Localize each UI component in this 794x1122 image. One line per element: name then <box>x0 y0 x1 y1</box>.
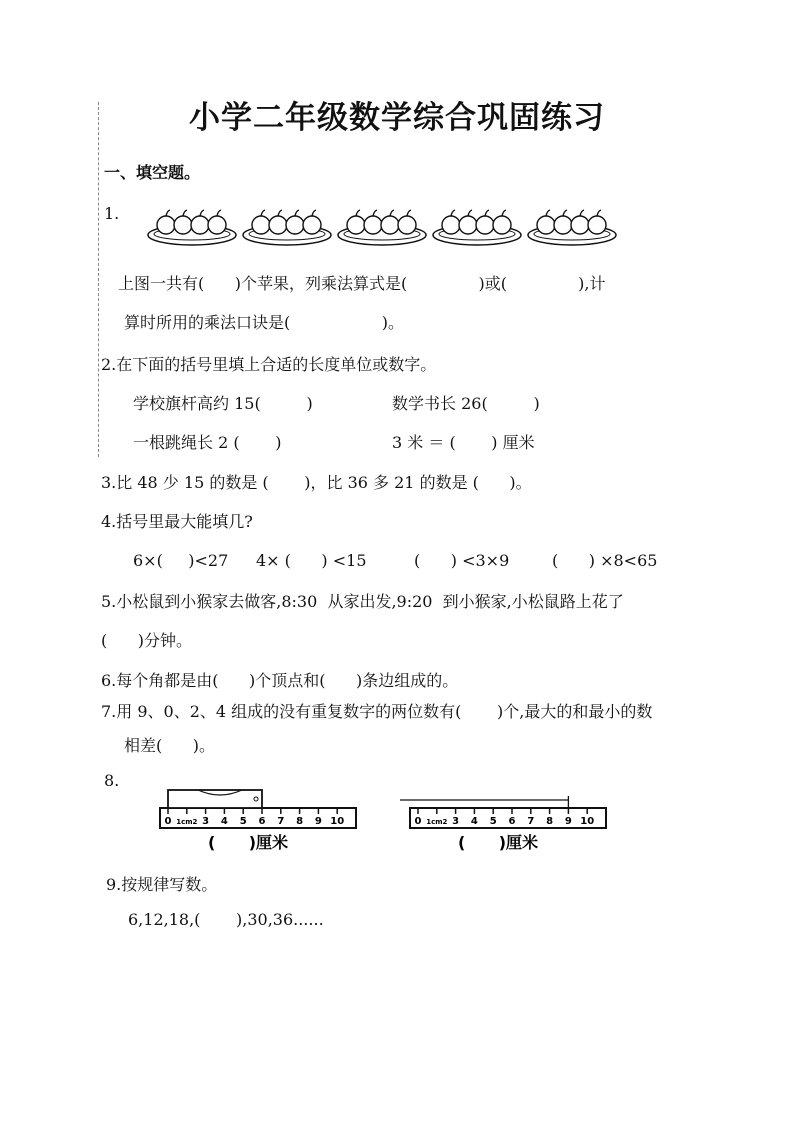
q7-line1: 7.用 9、0、2、4 组成的没有重复数字的两位数有( )个,最大的和最小的数 <box>101 702 653 721</box>
apple-icon <box>364 216 382 234</box>
ruler-tick-label: 10 <box>330 816 345 827</box>
ruler-tick-label: 6 <box>508 816 516 827</box>
measured-line <box>400 782 568 808</box>
binding-margin-line <box>98 102 99 457</box>
q2-item-b: 数学书长 26( ) <box>392 394 540 413</box>
apple-icon <box>588 216 606 234</box>
apple-icon <box>476 216 494 234</box>
ruler-tick-label: 4 <box>220 816 228 827</box>
ruler-tick-label: 0 <box>164 816 172 827</box>
q1-number: 1. <box>104 204 120 223</box>
measured-object <box>168 790 262 808</box>
apple-icon <box>286 216 304 234</box>
ruler-tick-label: 8 <box>296 816 304 827</box>
apple-icon <box>208 216 226 234</box>
q3-text: 3.比 48 少 15 的数是 ( )，比 36 多 21 的数是 ( )。 <box>101 473 532 492</box>
apple-icon <box>157 216 175 234</box>
q9-sequence: 6,12,18,( ),30,36...... <box>128 910 324 929</box>
ruler-figure-2 <box>400 778 620 858</box>
q9-stem: 9.按规律写数。 <box>106 875 218 894</box>
page-title: 小学二年级数学综合巩固练习 <box>189 100 605 136</box>
q4-stem: 4.括号里最大能填几? <box>101 512 253 531</box>
ruler-tick-label: 3 <box>202 816 210 827</box>
q7-line2: 相差( )。 <box>124 736 216 755</box>
ruler-figure-1 <box>150 778 370 858</box>
ruler-tick-label: 7 <box>527 816 535 827</box>
ruler-tick-label: 3 <box>452 816 460 827</box>
apple-plate <box>338 210 426 245</box>
ruler-tick-label: 10 <box>580 816 595 827</box>
ruler-tick-label: 1cm2 <box>426 818 448 826</box>
apple-icon <box>398 216 416 234</box>
q4-item-a: 6×( )<27 <box>133 551 229 570</box>
q6-text: 6.每个角都是由( )个顶点和( )条边组成的。 <box>101 671 459 690</box>
apple-icon <box>252 216 270 234</box>
apple-icon <box>269 216 287 234</box>
apple-icon <box>303 216 321 234</box>
ruler-tick-label: 7 <box>277 816 285 827</box>
apple-icon <box>554 216 572 234</box>
apple-icon <box>537 216 555 234</box>
apple-plate <box>433 210 521 245</box>
ruler-tick-label: 9 <box>314 816 322 827</box>
apple-icon <box>442 216 460 234</box>
q2-item-d: 3 米 ＝ ( ) 厘米 <box>392 433 535 452</box>
ruler-tick-label: 0 <box>414 816 422 827</box>
apple-icon <box>571 216 589 234</box>
apple-plates-image <box>145 205 625 251</box>
q2-item-c: 一根跳绳长 2 ( ) <box>133 433 282 452</box>
q2-item-a: 学校旗杆高约 15( ) <box>133 394 313 413</box>
q8-number: 8. <box>104 771 120 790</box>
ruler-tick-label: 6 <box>258 816 266 827</box>
ruler-tick-label: 8 <box>546 816 554 827</box>
ruler-tick-label: 5 <box>239 816 247 827</box>
apple-icon <box>493 216 511 234</box>
apple-icon <box>381 216 399 234</box>
apple-icon <box>347 216 365 234</box>
apple-plate <box>148 210 236 245</box>
apple-plate <box>528 210 616 245</box>
apple-icon <box>459 216 477 234</box>
q2-stem: 2.在下面的括号里填上合适的长度单位或数字。 <box>101 355 437 374</box>
apple-plate <box>243 210 331 245</box>
ruler-caption: ( )厘米 <box>458 833 539 852</box>
q4-item-d: ( ) ×8<65 <box>552 551 658 570</box>
q4-item-c: ( ) <3×9 <box>414 551 510 570</box>
section-heading: 一、填空题。 <box>104 163 201 182</box>
apple-icon <box>174 216 192 234</box>
ruler-tick-label: 4 <box>470 816 478 827</box>
q1-line2: 算时所用的乘法口诀是( )。 <box>124 313 405 332</box>
q5-line1: 5.小松鼠到小猴家去做客,8:30 从家出发,9:20 到小猴家,小松鼠路上花了 <box>101 592 624 611</box>
ruler-tick-label: 5 <box>489 816 497 827</box>
ruler-tick-label: 1cm2 <box>176 818 198 826</box>
ruler-tick-label: 9 <box>564 816 572 827</box>
q1-line1: 上图一共有( )个苹果，列乘法算式是( )或( ),计 <box>118 274 606 293</box>
q5-line2: ( )分钟。 <box>101 631 193 650</box>
apple-icon <box>191 216 209 234</box>
ruler-caption: ( )厘米 <box>208 833 289 852</box>
q4-item-b: 4× ( ) <15 <box>256 551 367 570</box>
